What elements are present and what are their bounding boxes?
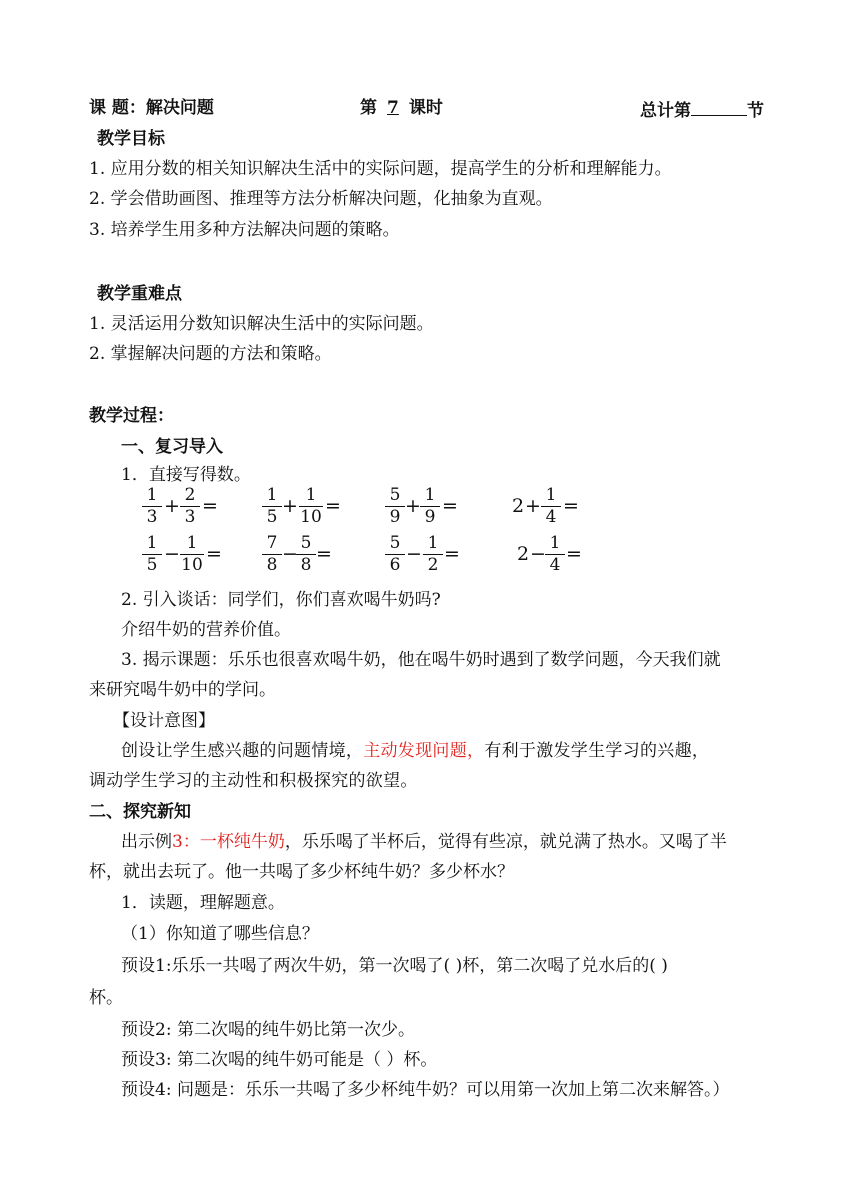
section-explore: 二、探究新知 (89, 802, 191, 822)
preset-4: 预设4: 问题是：乐乐一共喝了多少杯纯牛奶？可以用第一次加上第二次来解答。） (121, 1080, 730, 1100)
example-line-1: 出示例3：一杯纯牛奶，乐乐喝了半杯后，觉得有些凉，就兑满了热水。又喝了半 (121, 832, 727, 852)
goal-item-2: 2. 学会借助画图、推理等方法分析解决问题，化抽象为直观。 (89, 189, 553, 209)
design-intent-line-1: 创设让学生感兴趣的问题情境，主动发现问题，有利于激发学生学习的兴趣， (121, 741, 710, 761)
read-problem: 1．读题，理解题意。 (121, 893, 285, 913)
lesson-topic: 课 题：解决问题 (89, 98, 214, 118)
fraction: 1 5 (262, 486, 282, 527)
equals-sign: = (563, 495, 579, 517)
process-heading: 教学过程： (89, 406, 174, 426)
item-intro-talk-cont: 介绍牛奶的营养价值。 (121, 620, 291, 640)
lesson-suffix: 课时 (408, 98, 443, 118)
plus-sign: + (405, 495, 421, 517)
fraction: 7 8 (262, 534, 282, 575)
fraction: 1 3 (142, 486, 162, 527)
section-review: 一、复习导入 (121, 437, 223, 457)
preset-1-cont: 杯。 (89, 988, 123, 1008)
fraction: 1 10 (181, 533, 203, 575)
goals-heading: 教学目标 (97, 129, 165, 149)
goal-item-1: 1. 应用分数的相关知识解决生活中的实际问题，提高学生的分析和理解能力。 (89, 159, 672, 179)
equals-sign: = (202, 495, 218, 517)
example-highlight: 3：一杯纯牛奶 (172, 832, 285, 852)
preset-2: 预设2: 第二次喝的纯牛奶比第一次少。 (121, 1020, 415, 1040)
goal-item-3: 3. 培养学生用多种方法解决问题的策略。 (89, 220, 400, 240)
plus-sign: + (282, 495, 298, 517)
fraction: 5 8 (296, 534, 316, 575)
highlighted-phrase: 主动发现问题， (363, 741, 485, 761)
equals-sign: = (325, 495, 341, 517)
lesson-number (360, 98, 443, 118)
minus-sign: − (164, 543, 180, 565)
fraction: 5 9 (385, 486, 405, 527)
item-reveal-topic: 3. 揭示课题：乐乐也很喜欢喝牛奶，他在喝牛奶时遇到了数学问题，今天我们就 (121, 650, 721, 670)
design-intent-line-2: 调动学生学习的主动性和积极探究的欲望。 (89, 771, 418, 791)
fraction: 1 4 (541, 486, 561, 527)
equals-sign: = (444, 543, 460, 565)
fraction: 1 10 (300, 485, 322, 527)
fraction: 5 6 (385, 534, 405, 575)
design-intent-title: 【设计意图】 (113, 711, 215, 731)
whole-number: 2 (512, 495, 525, 517)
equals-sign: = (566, 543, 582, 565)
equals-sign: = (316, 543, 332, 565)
preset-3: 预设3: 第二次喝的纯牛奶可能是（ ）杯。 (121, 1050, 438, 1070)
total-blank (691, 98, 747, 116)
example-line-2: 杯，就出去玩了。他一共喝了多少杯纯牛奶？多少杯水？ (89, 862, 514, 882)
fraction: 1 2 (423, 534, 443, 575)
whole-number: 2 (517, 543, 530, 565)
equals-sign: = (206, 543, 222, 565)
minus-sign: − (282, 543, 298, 565)
total-prefix: 总计第 (640, 101, 691, 121)
fraction: 1 9 (420, 486, 440, 527)
minus-sign: − (530, 543, 546, 565)
lesson-number-value: 7 (387, 98, 399, 118)
fraction: 1 4 (545, 534, 565, 575)
item-intro-talk: 2. 引入谈话：同学们，你们喜欢喝牛奶吗? (121, 590, 441, 610)
keypoints-heading: 教学重难点 (97, 284, 182, 304)
item-direct-answers: 1．直接写得数。 (121, 465, 251, 485)
plus-sign: + (164, 495, 180, 517)
question-1: （1）你知道了哪些信息？ (121, 924, 319, 944)
lesson-prefix: 第 (360, 98, 377, 118)
equals-sign: = (442, 495, 458, 517)
total-suffix: 节 (747, 101, 764, 121)
item-reveal-topic-cont: 来研究喝牛奶中的学问。 (89, 680, 276, 700)
fraction: 1 5 (142, 534, 162, 575)
keypoint-item-1: 1. 灵活运用分数知识解决生活中的实际问题。 (89, 314, 434, 334)
total-count (640, 98, 764, 121)
plus-sign: + (525, 495, 541, 517)
keypoint-item-2: 2. 掌握解决问题的方法和策略。 (89, 344, 332, 364)
minus-sign: − (406, 543, 422, 565)
fraction: 2 3 (180, 486, 200, 527)
preset-1: 预设1:乐乐一共喝了两次牛奶，第一次喝了( )杯，第二次喝了兑水后的( ) (121, 956, 668, 976)
